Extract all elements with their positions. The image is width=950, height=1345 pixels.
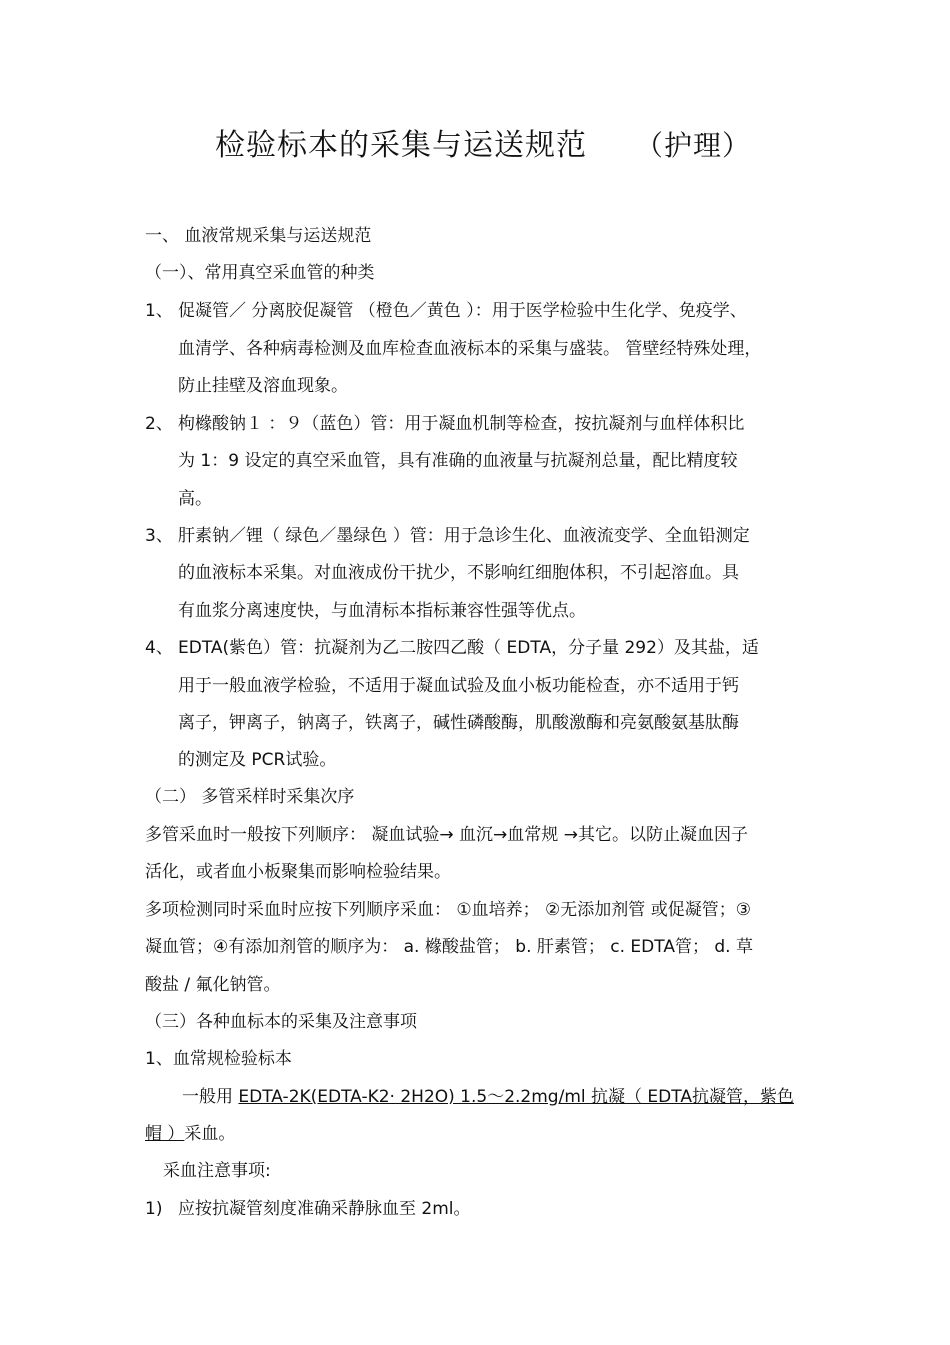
- list-item-2-line-3: 高。: [178, 489, 212, 509]
- list-item-1-line-3: 防止挂壁及溶血现象。: [178, 376, 348, 396]
- document-title: [215, 120, 751, 164]
- list-item-2-line-2: 为 1：9 设定的真空采血管，具有准确的血液量与抗凝剂总量，配比精度较: [178, 451, 738, 471]
- note-item-1: [145, 1198, 471, 1220]
- list-item-text: 肝素钠／锂（ 绿色／墨绿色 ）管：用于急诊生化、血液流变学、全血铅测定: [178, 526, 750, 546]
- list-item-4-line-2: 用于一般血液学检验，不适用于凝血试验及血小板功能检查，亦不适用于钙: [178, 676, 739, 696]
- list-item-text: 促凝管／ 分离胶促凝管 （橙色／黄色 ）：用于医学检验中生化学、免疫学、: [178, 301, 747, 321]
- paragraph-2-line-2: 凝血管；④有添加剂管的顺序为： a. 橼酸盐管； b. 肝素管； c. EDTA管； d. 草: [145, 937, 753, 957]
- note-item-text: 应按抗凝管刻度准确采静脉血至 2ml。: [178, 1199, 471, 1219]
- notes-heading: 采血注意事项:: [163, 1161, 271, 1181]
- list-item-1-line-2: 血清学、各种病毒检测及血库检查血液标本的采集与盛装。 管壁经特殊处理，: [178, 339, 762, 359]
- paragraph-3-suffix: 采血。: [184, 1124, 236, 1144]
- title-subtitle: （护理）: [635, 129, 752, 162]
- list-item-number: 2、: [145, 414, 173, 434]
- paragraph-2-line-1: 多项检测同时采血时应按下列顺序采血： ①血培养； ②无添加剂管 或促凝管；③: [145, 900, 751, 920]
- subsection-heading-2: （二） 多管采样时采集次序: [145, 787, 355, 807]
- subsection-heading-1: （一）、常用真空采血管的种类: [145, 263, 375, 283]
- title-main: 检验标本的采集与运送规范: [215, 128, 587, 163]
- list-item-3: [145, 525, 750, 547]
- note-item-number: 1): [145, 1199, 163, 1219]
- paragraph-1-line-2: 活化，或者血小板聚集而影响检验结果。: [145, 862, 451, 882]
- paragraph-2-line-3: 酸盐 / 氟化钠管。: [145, 975, 281, 995]
- list-item-text: 枸橼酸钠１ ：９（蓝色）管：用于凝血机制等检查，按抗凝剂与血样体积比: [178, 414, 745, 434]
- list-item-1: [145, 300, 747, 322]
- subsection-heading-3: （三）各种血标本的采集及注意事项: [145, 1012, 417, 1032]
- list-item-number: 4、: [145, 638, 173, 658]
- list-item-number: 1、: [145, 301, 173, 321]
- list-item-4-line-4: 的测定及 PCR试验。: [178, 750, 337, 770]
- paragraph-3-line-1: [182, 1086, 794, 1108]
- list-item-number: 3、: [145, 526, 173, 546]
- underlined-anticoagulant-text: EDTA-2K(EDTA-K2· 2H2O) 1.5～2.2mg/ml 抗凝（ EDTA抗凝管，紫色: [238, 1087, 794, 1107]
- list-item-3-line-3: 有血浆分离速度快，与血清标本指标兼容性强等优点。: [178, 601, 586, 621]
- paragraph-3-prefix: 一般用: [182, 1087, 239, 1107]
- list-item-4-line-3: 离子，钾离子，钠离子，铁离子，碱性磷酸酶，肌酸激酶和亮氨酸氨基肽酶: [178, 713, 739, 733]
- paragraph-1-line-1: 多管采血时一般按下列顺序： 凝血试验→ 血沉→血常规 →其它。以防止凝血因子: [145, 825, 748, 845]
- list-item-2: [145, 413, 744, 435]
- list-item-3-line-2: 的血液标本采集。对血液成份干扰少，不影响红细胞体积，不引起溶血。具: [178, 563, 739, 583]
- list-item-text: EDTA(紫色）管：抗凝剂为乙二胺四乙酸（ EDTA，分子量 292）及其盐，适: [178, 638, 759, 658]
- paragraph-3-line-2: [145, 1123, 235, 1145]
- section-heading-1: 一、 血液常规采集与运送规范: [145, 226, 372, 246]
- list-item-4: [145, 637, 759, 659]
- underlined-cap-text: 帽 ）: [145, 1124, 185, 1144]
- sub-heading-blood-routine: 1、血常规检验标本: [145, 1049, 292, 1069]
